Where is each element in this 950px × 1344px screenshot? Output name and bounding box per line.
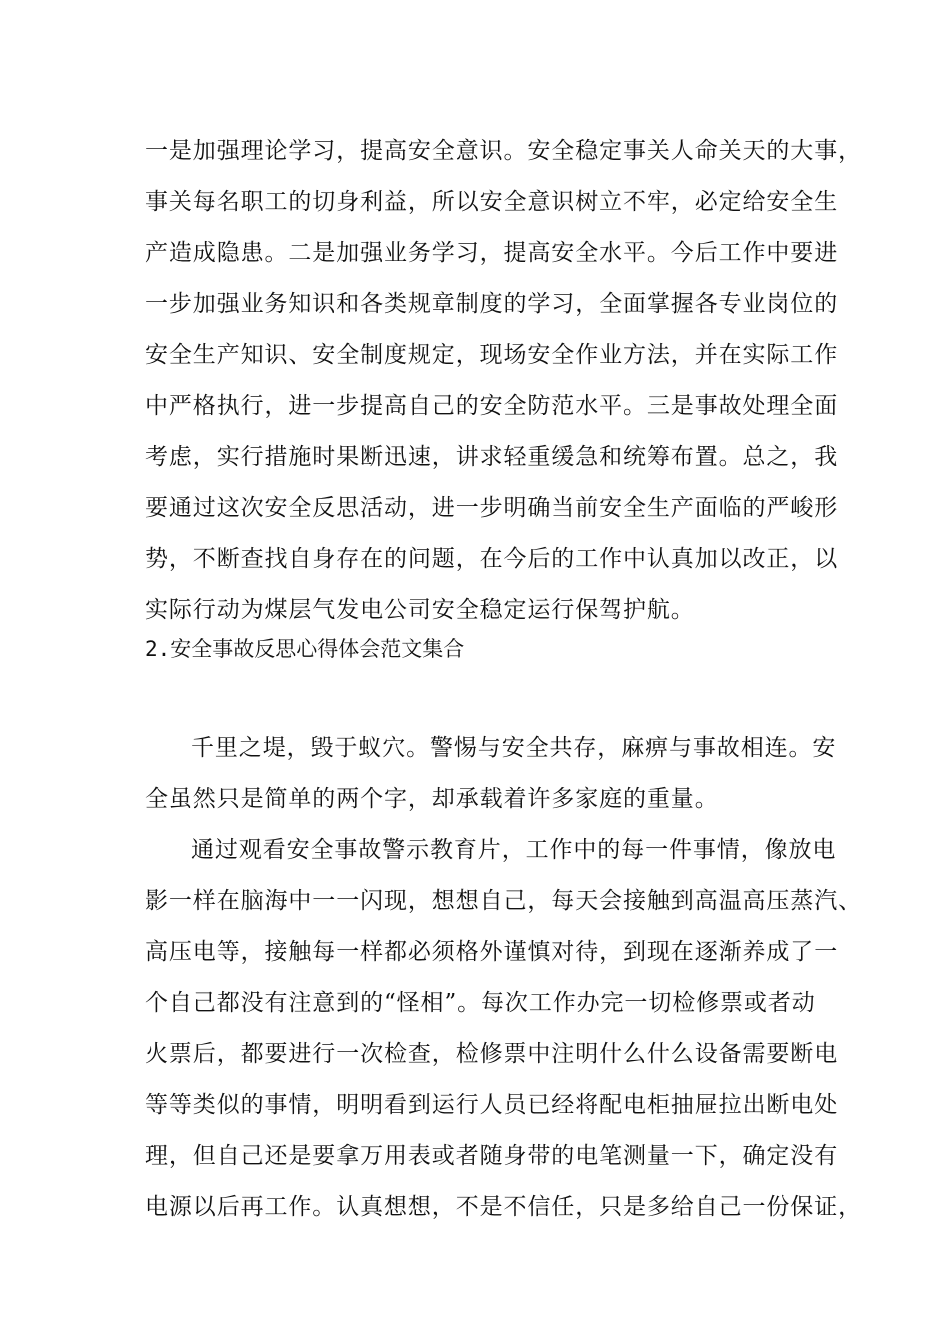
paragraph-line: 势，不断查找自身存在的问题，在今后的工作中认真加以改正，以 bbox=[145, 546, 839, 572]
section-heading: 2.安全事故反思心得体会范文集合 bbox=[145, 637, 465, 661]
paragraph-line: 千里之堤，毁于蚁穴。警惕与安全共存，麻痹与事故相连。安 bbox=[191, 735, 837, 761]
paragraph-line: 产造成隐患。二是加强业务学习，提高安全水平。今后工作中要进 bbox=[145, 240, 839, 266]
paragraph-line: 事关每名职工的切身利益，所以安全意识树立不牢，必定给安全生 bbox=[145, 189, 839, 215]
paragraph-line: 全虽然只是简单的两个字，却承载着许多家庭的重量。 bbox=[145, 786, 719, 812]
paragraph-line: 考虑，实行措施时果断迅速，讲求轻重缓急和统筹布置。总之，我 bbox=[145, 444, 839, 470]
paragraph-line: 一步加强业务知识和各类规章制度的学习，全面掌握各专业岗位的 bbox=[145, 291, 839, 317]
paragraph-line: 通过观看安全事故警示教育片，工作中的每一件事情，像放电 bbox=[191, 837, 837, 863]
paragraph-line: 电源以后再工作。认真想想，不是不信任，只是多给自己一份保证， bbox=[145, 1194, 862, 1220]
paragraph-line: 火票后，都要进行一次检查，检修票中注明什么什么设备需要断电 bbox=[145, 1041, 839, 1067]
paragraph-line: 实际行动为煤层气发电公司安全稳定运行保驾护航。 bbox=[145, 597, 695, 623]
paragraph-line: 安全生产知识、安全制度规定，现场安全作业方法，并在实际工作 bbox=[145, 342, 839, 368]
paragraph-line: 影一样在脑海中一一闪现，想想自己，每天会接触到高温高压蒸汽、 bbox=[145, 888, 862, 914]
paragraph-line: 等等类似的事情，明明看到运行人员已经将配电柜抽屉拉出断电处 bbox=[145, 1092, 839, 1118]
paragraph-line: 个自己都没有注意到的“怪相”。每次工作办完一切检修票或者动 bbox=[145, 990, 816, 1016]
paragraph-line: 要通过这次安全反思活动，进一步明确当前安全生产面临的严峻形 bbox=[145, 495, 839, 521]
paragraph-line: 一是加强理论学习，提高安全意识。安全稳定事关人命关天的大事， bbox=[145, 138, 862, 164]
paragraph-line: 中严格执行，进一步提高自己的安全防范水平。三是事故处理全面 bbox=[145, 393, 839, 419]
paragraph-line: 高压电等，接触每一样都必须格外谨慎对待，到现在逐渐养成了一 bbox=[145, 939, 839, 965]
paragraph-line: 理，但自己还是要拿万用表或者随身带的电笔测量一下，确定没有 bbox=[145, 1143, 839, 1169]
